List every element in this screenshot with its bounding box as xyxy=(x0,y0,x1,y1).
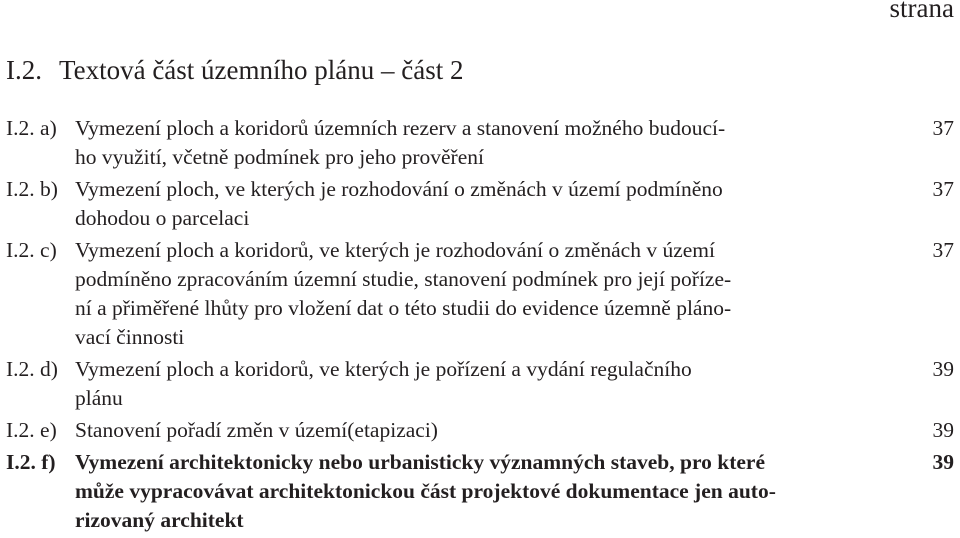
entry-title-line: Vymezení ploch, ve kterých je rozhodování o změnách v území podmíněno xyxy=(75,177,723,201)
toc-entry-b[interactable] xyxy=(6,175,954,233)
entry-title xyxy=(75,236,898,352)
entry-page-number: 37 xyxy=(932,116,954,140)
table-of-contents xyxy=(6,114,954,538)
toc-entry-f[interactable] xyxy=(6,448,954,535)
entry-page-number: 37 xyxy=(932,177,954,201)
entry-title xyxy=(75,448,898,535)
entry-title xyxy=(75,416,898,445)
section-heading xyxy=(6,57,464,84)
entry-code: I.2. e) xyxy=(6,418,57,442)
entry-page-number: 37 xyxy=(932,238,954,262)
entry-title-line: Stanovení pořadí změn v území(etapizaci) xyxy=(75,418,438,442)
entry-title-line: vací činnosti xyxy=(75,325,185,349)
entry-page-number: 39 xyxy=(932,418,954,442)
toc-entry-d[interactable] xyxy=(6,355,954,413)
entry-code: I.2. a) xyxy=(6,116,57,140)
entry-title xyxy=(75,175,898,233)
entry-title-line: Vymezení ploch a koridorů, ve kterých je rozhodování o změnách v území xyxy=(75,238,715,262)
entry-page-number: 39 xyxy=(932,450,954,474)
toc-entry-c[interactable] xyxy=(6,236,954,352)
entry-title-line: ho využití, včetně podmínek pro jeho prověření xyxy=(75,145,484,169)
entry-title-line: Vymezení ploch a koridorů územních rezerv a stanovení možného budoucí- xyxy=(75,116,726,140)
entry-code: I.2. f) xyxy=(6,450,56,474)
entry-title-line: rizovaný architekt xyxy=(75,508,244,532)
section-number: I.2. xyxy=(6,55,42,85)
entry-code: I.2. b) xyxy=(6,177,58,201)
entry-title xyxy=(75,114,898,172)
entry-code: I.2. c) xyxy=(6,238,57,262)
entry-title-line: ní a přiměřené lhůty pro vložení dat o této studii do evidence územně pláno- xyxy=(75,296,732,320)
entry-title xyxy=(75,355,898,413)
entry-title-line: Vymezení architektonicky nebo urbanisticky významných staveb, pro které xyxy=(75,450,765,474)
toc-entry-e[interactable] xyxy=(6,416,954,445)
entry-title-line: plánu xyxy=(75,386,123,410)
page-column-label: strana xyxy=(889,0,954,23)
entry-title-line: dohodou o parcelaci xyxy=(75,206,250,230)
entry-code: I.2. d) xyxy=(6,357,58,381)
entry-title-line: může vypracovávat architektonickou část projektové dokumentace jen auto- xyxy=(75,479,776,503)
entry-title-line: Vymezení ploch a koridorů, ve kterých je pořízení a vydání regulačního xyxy=(75,357,692,381)
section-title: Textová část územního plánu – část 2 xyxy=(59,55,464,85)
entry-page-number: 39 xyxy=(932,357,954,381)
toc-entry-a[interactable] xyxy=(6,114,954,172)
entry-title-line: podmíněno zpracováním územní studie, stanovení podmínek pro její poříze- xyxy=(75,267,732,291)
